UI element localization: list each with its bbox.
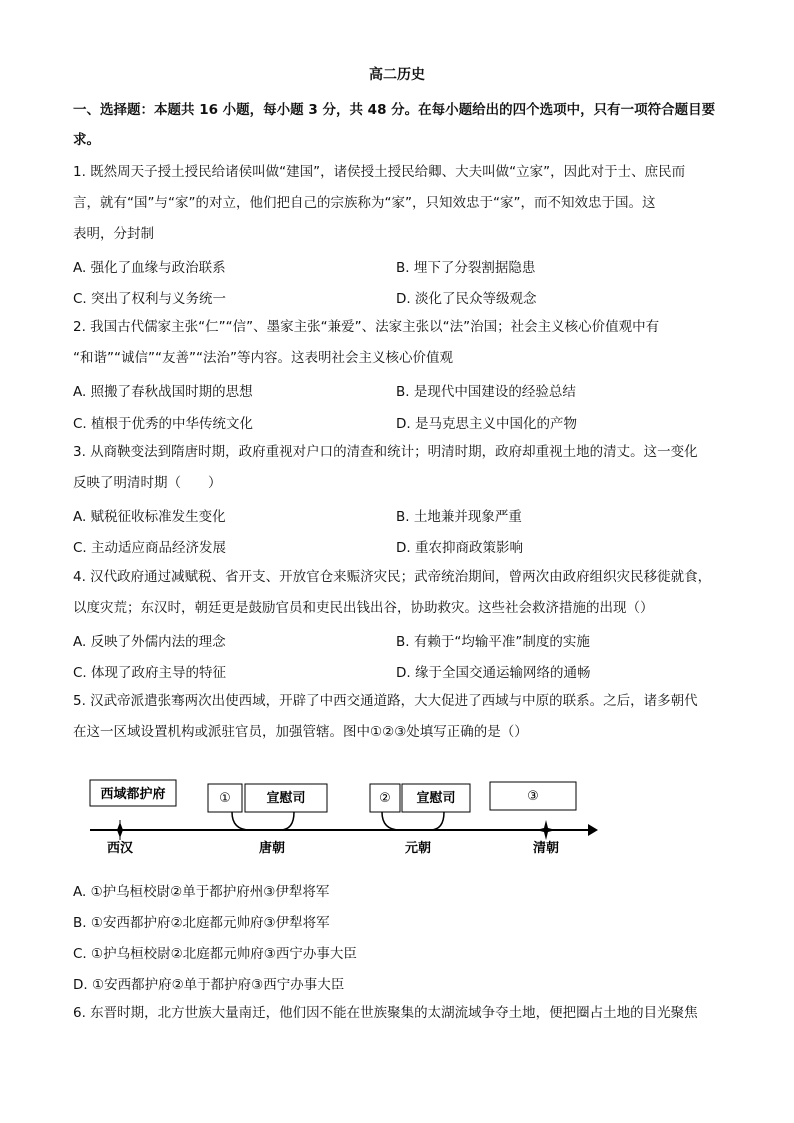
q2-option-a: A. 照搬了春秋战国时期的思想: [73, 384, 253, 400]
q6-stem-line1: 6. 东晋时期，北方世族大量南迁，他们因不能在世族聚集的太湖流域争夺土地，便把圈占土地的目光聚焦: [73, 1005, 698, 1021]
q1-option-a: A. 强化了血缘与政治联系: [73, 260, 226, 276]
q1-option-c: C. 突出了权利与义务统一: [73, 291, 227, 307]
q2-stem-line2: “和谐”“诚信”“友善”“法治”等内容。这表明社会主义核心价值观: [73, 350, 453, 366]
q1-stem-line2: 言，就有“国”与“家”的对立，他们把自己的宗族称为“家”，只知效忠于“家”，而不知效忠于国。这: [73, 195, 656, 211]
page-title: 高二历史: [369, 67, 425, 83]
q4-option-b: B. 有赖于“均输平准”制度的实施: [396, 634, 590, 650]
q3-stem-line1: 3. 从商鞅变法到隋唐时期，政府重视对户口的清查和统计；明清时期，政府却重视土地的清丈。这一变化: [73, 444, 698, 460]
q5-option-d: D. ①安西都护府②单于都护府③西宁办事大臣: [73, 977, 345, 993]
era-xihan: 西汉: [106, 841, 134, 856]
q2-option-d: D. 是马克思主义中国化的产物: [396, 416, 577, 432]
section-heading-line1: 一、选择题：本题共 16 小题，每小题 3 分，共 48 分。在每小题给出的四个选项中，只有一项符合题目要: [73, 102, 716, 118]
q4-option-a: A. 反映了外儒内法的理念: [73, 634, 226, 650]
box-blank-2-label: ②: [379, 791, 391, 806]
box-xuanweisi-label: 宣慰司: [416, 791, 456, 806]
q4-option-c: C. 体现了政府主导的特征: [73, 665, 227, 681]
timeline-diagram: [80, 770, 620, 860]
q4-stem-line2: 以度灾荒；东汉时，朝廷更是鼓励官员和吏民出钱出谷，协助救灾。这些社会救济措施的出现（）: [73, 600, 654, 616]
box-blank-3-label: ③: [527, 789, 539, 804]
q3-option-a: A. 赋税征收标准发生变化: [73, 509, 226, 525]
q2-option-c: C. 植根于优秀的中华传统文化: [73, 416, 254, 432]
q3-option-c: C. 主动适应商品经济发展: [73, 540, 227, 556]
arc-tang: [232, 812, 294, 830]
q5-option-a: A. ①护乌桓校尉②单于都护府州③伊犁将军: [73, 884, 330, 900]
section-heading-line2: 求。: [73, 132, 100, 148]
q3-stem-line2: 反映了明清时期（ ）: [73, 475, 222, 491]
tick-xihan-diamond: [117, 822, 123, 838]
box-beiting-label: 宣慰司: [266, 791, 306, 806]
arc-yuan: [382, 812, 444, 830]
box-xiyu-label: 西域都护府: [100, 787, 166, 802]
q1-stem-line1: 1. 既然周天子授土授民给诸侯叫做“建国”，诸侯授土授民给卿、大夫叫做“立家”，因此对于士、庶民而: [73, 164, 686, 180]
era-qing: 清朝: [532, 841, 560, 856]
q2-option-b: B. 是现代中国建设的经验总结: [396, 384, 576, 400]
q1-option-d: D. 淡化了民众等级观念: [396, 291, 537, 307]
tick-qing-star: [536, 820, 556, 840]
q5-option-c: C. ①护乌桓校尉②北庭都元帅府③西宁办事大臣: [73, 946, 357, 962]
q5-stem-line1: 5. 汉武帝派遣张骞两次出使西域，开辟了中西交通道路，大大促进了西域与中原的联系。之后，诸多朝代: [73, 693, 698, 709]
era-yuan: 元朝: [404, 841, 432, 856]
box-blank-1-label: ①: [219, 791, 231, 806]
timeline-arrow-head: [588, 824, 598, 836]
q5-stem-line2: 在这一区域设置机构或派驻官员，加强管辖。图中①②③处填写正确的是（）: [73, 724, 528, 740]
q1-stem-line3: 表明，分封制: [73, 226, 154, 242]
q4-option-d: D. 缘于全国交通运输网络的通畅: [396, 665, 591, 681]
q1-option-b: B. 埋下了分裂割据隐患: [396, 260, 536, 276]
q3-option-d: D. 重农抑商政策影响: [396, 540, 523, 556]
q5-option-b: B. ①安西都护府②北庭都元帅府③伊犁将军: [73, 915, 330, 931]
era-tang: 唐朝: [258, 841, 286, 856]
q4-stem-line1: 4. 汉代政府通过减赋税、省开支、开放官仓来赈济灾民；武帝统治期间，曾两次由政府组织灾民移徙就食，: [73, 569, 712, 585]
q3-option-b: B. 土地兼并现象严重: [396, 509, 522, 525]
q2-stem-line1: 2. 我国古代儒家主张“仁”“信”、墨家主张“兼爱”、法家主张以“法”治国；社会主义核心价值观中有: [73, 319, 660, 335]
